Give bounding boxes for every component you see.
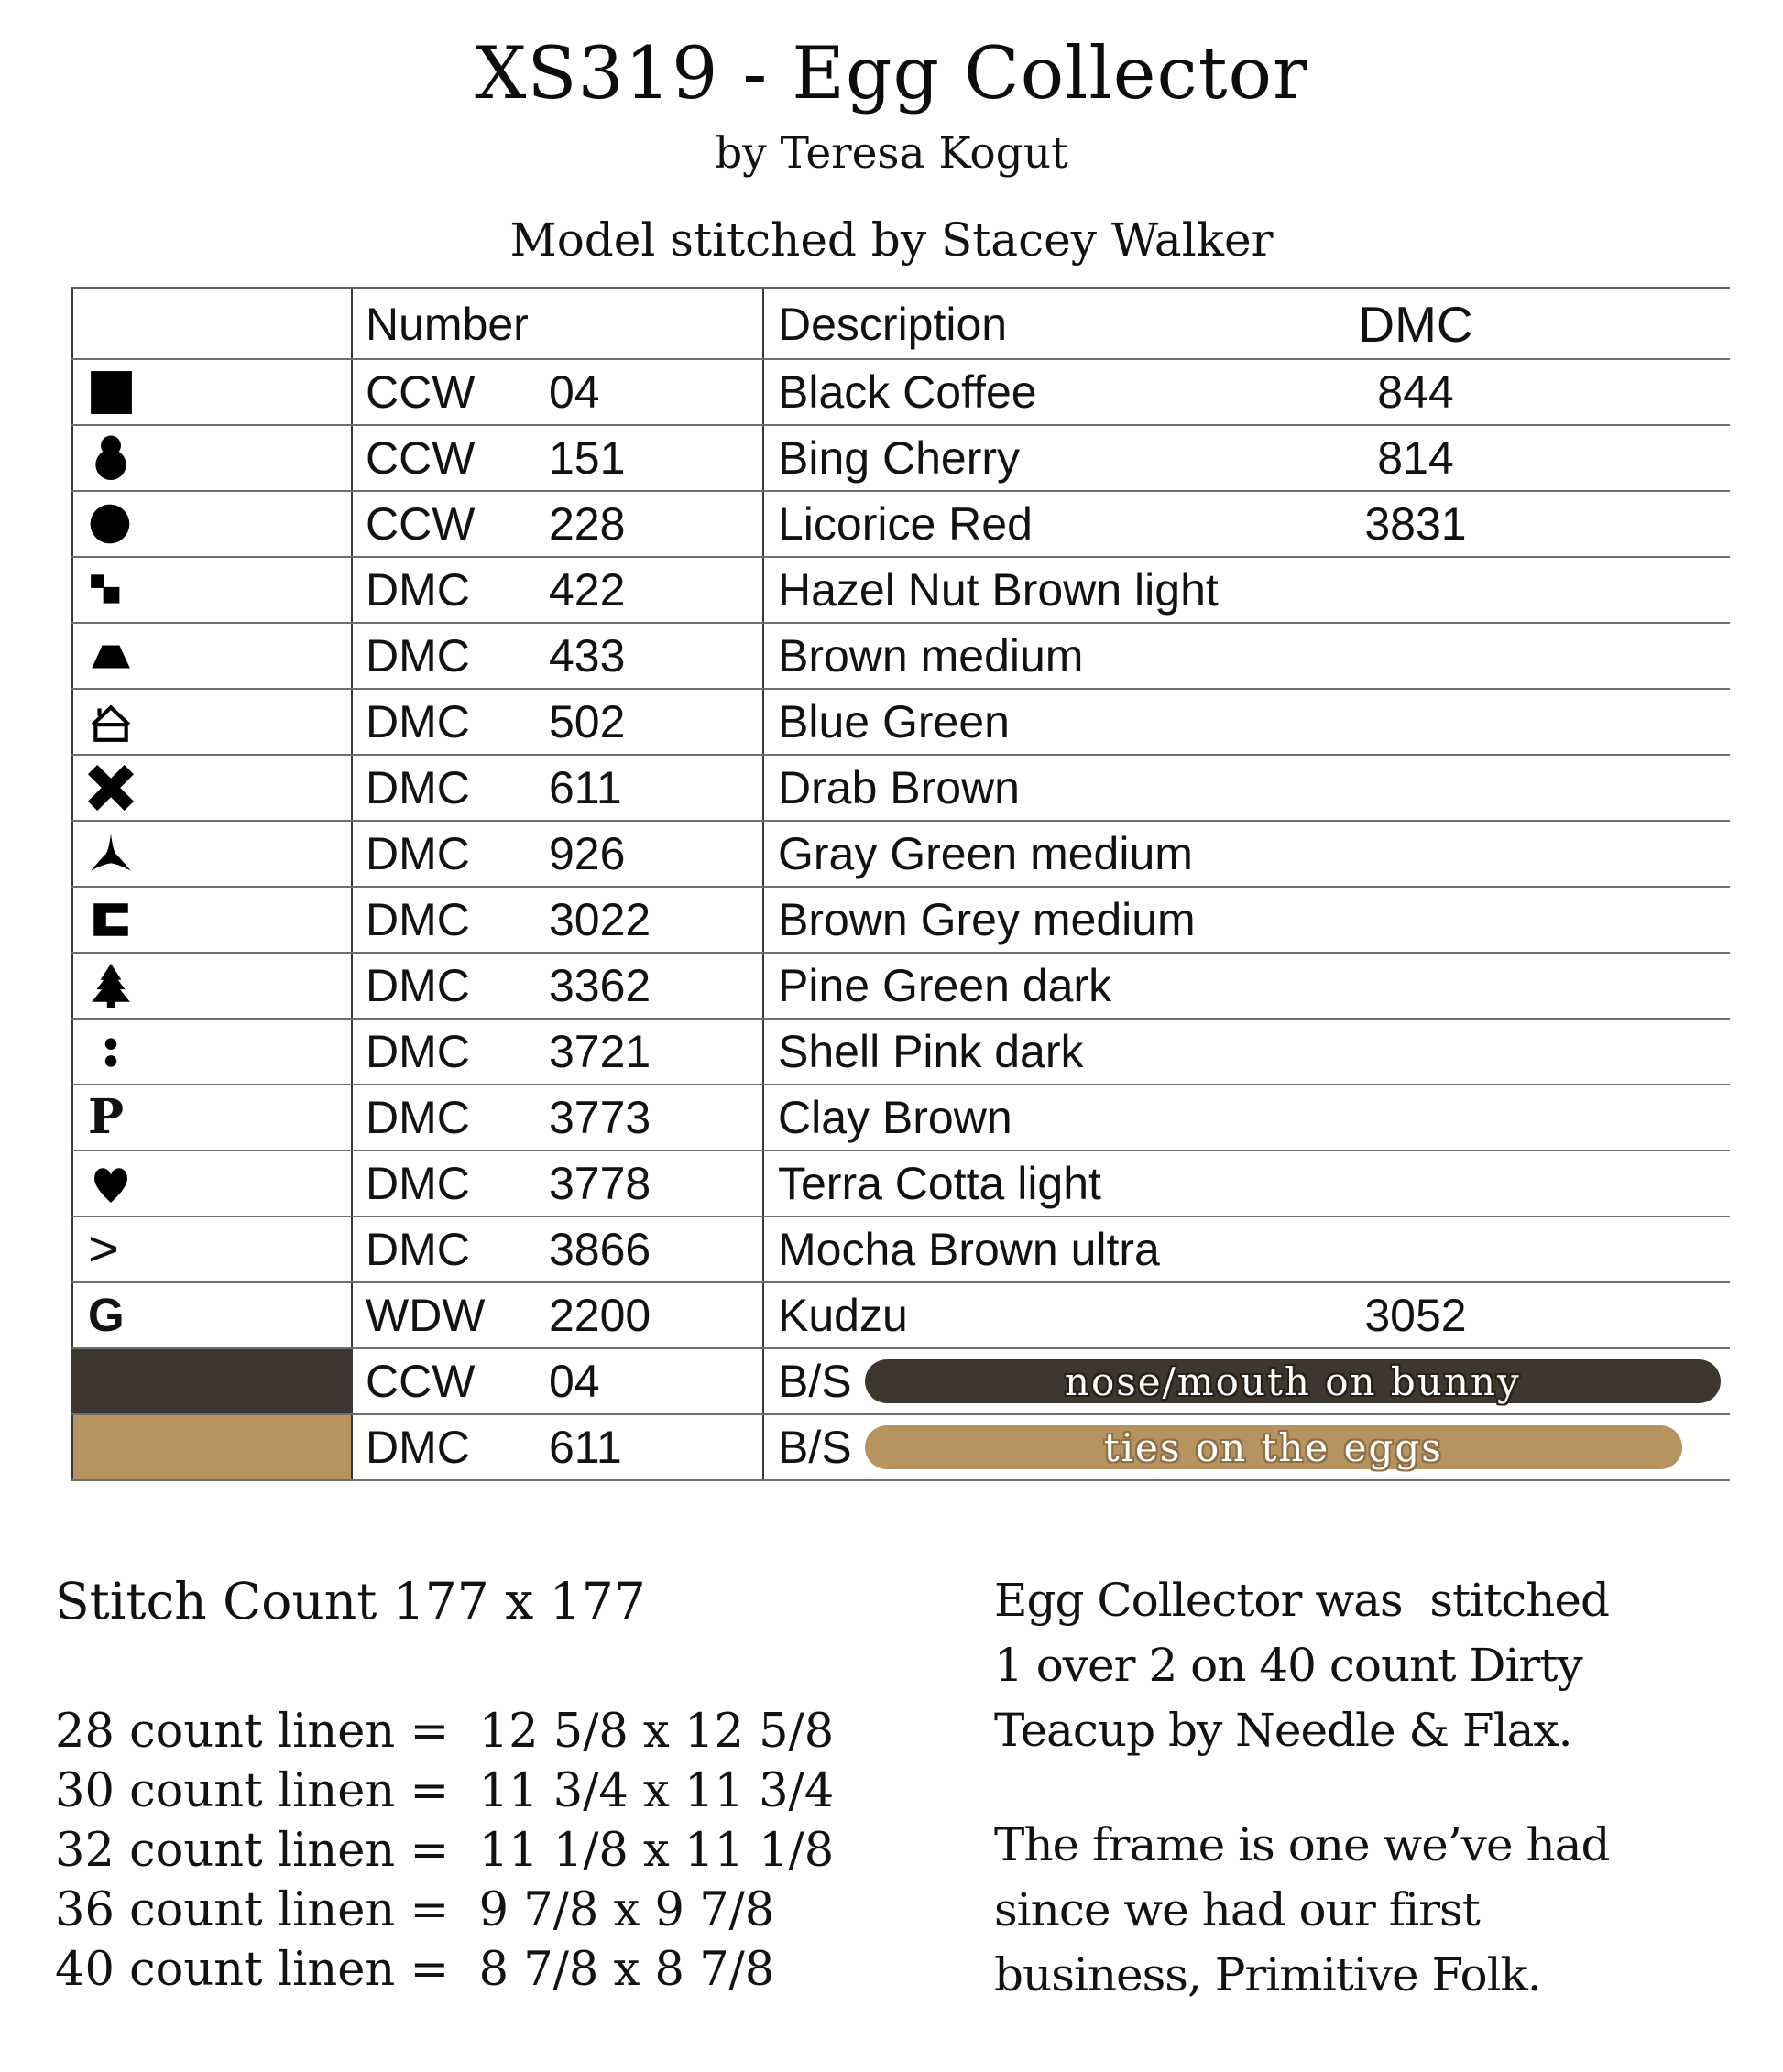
thread-description: Kudzu [778,1290,908,1341]
thread-number: 04 [549,1356,600,1407]
thread-description: Hazel Nut Brown light [778,564,1219,616]
thread-number: 151 [549,432,626,484]
table-row [71,888,1730,954]
diagonal-squares-icon [88,567,134,613]
symbol-column-header [71,289,353,358]
note-line: since we had our first [994,1883,1480,1936]
brand-code: DMC [366,564,470,616]
note-line: business, Primitive Folk. [994,1948,1541,2001]
thread-number: 611 [549,762,622,813]
model-stitcher-line: Model stitched by Stacey Walker [509,213,1274,267]
thread-number: 3778 [549,1158,651,1209]
stitching-notes-block [994,1568,1773,2008]
thread-description: Blue Green [778,696,1010,747]
letter-p-icon: P [88,1089,125,1145]
brand-code: CCW [366,1356,476,1407]
backstitch-label: B/S [778,1356,852,1407]
table-row [71,1151,1730,1217]
dark-brown-swatch [71,1349,353,1413]
thread-description: Clay Brown [778,1092,1012,1143]
thread-number: 3022 [549,894,651,945]
paragraph-gap [994,1763,1773,1813]
thread-number: 3773 [549,1092,651,1143]
tri-star-icon [88,831,134,877]
thread-description: Terra Cotta light [778,1158,1101,1209]
linen-count-line: 30 count linen = 11 3/4 x 11 3/4 [55,1764,835,1818]
filled-circle-icon [88,501,134,547]
thread-number: 3362 [549,960,651,1011]
brand-code: CCW [366,432,476,484]
trapezoid-icon [88,633,134,679]
greater-than-icon: > [88,1221,119,1277]
number-column-header: Number [353,289,764,358]
brand-code: CCW [366,366,476,418]
thread-number: 502 [549,696,626,747]
note-line: The frame is one we’ve had [994,1818,1610,1871]
backstitch-note-bar-tan: ties on the eggs [865,1425,1682,1469]
heavy-x-icon [88,765,134,811]
brand-code: DMC [366,894,470,945]
pine-tree-icon [88,963,134,1009]
table-row [71,1085,1730,1151]
brand-code: CCW [366,498,476,550]
note-line: Teacup by Needle & Flax. [994,1704,1572,1757]
thread-description: Shell Pink dark [778,1026,1084,1077]
table-row [71,690,1730,756]
thread-description: Black Coffee [778,366,1037,418]
brand-code: DMC [366,696,470,747]
thread-description: Mocha Brown ultra [778,1224,1160,1275]
dmc-equivalent: 814 [1377,432,1454,484]
brand-code: DMC [366,1026,470,1077]
brand-code: DMC [366,828,470,879]
note-line: 1 over 2 on 40 count Dirty [994,1639,1582,1692]
note-line: Egg Collector was stitched [994,1574,1610,1627]
linen-count-line: 40 count linen = 8 7/8 x 8 7/8 [55,1943,775,1997]
brand-code: DMC [366,1422,470,1473]
description-column-header: Description [778,298,1008,350]
thread-number: 433 [549,630,626,682]
table-row-backstitch [71,1415,1730,1481]
snowman-icon [88,435,134,481]
table-row [71,558,1730,624]
thread-number: 422 [549,564,626,616]
table-row [71,954,1730,1020]
table-row [71,1020,1730,1085]
thread-description: Pine Green dark [778,960,1112,1011]
backstitch-note-bar-dark: nose/mouth on bunny [865,1359,1721,1403]
table-row [71,624,1730,690]
backstitch-label: B/S [778,1422,852,1473]
table-row-backstitch [71,1349,1730,1415]
thread-description: Brown Grey medium [778,894,1196,945]
dmc-column-header: DMC [1358,295,1473,353]
thread-number: 228 [549,498,626,550]
thread-description: Brown medium [778,630,1084,682]
brand-code: DMC [366,762,470,813]
thread-number: 3721 [549,1026,651,1077]
table-row [71,756,1730,822]
linen-count-line: 32 count linen = 11 1/8 x 11 1/8 [55,1824,835,1878]
dmc-equivalent: 3831 [1364,498,1467,550]
thread-number: 3866 [549,1224,651,1275]
thread-number: 926 [549,828,626,879]
thread-description: Drab Brown [778,762,1020,813]
tan-swatch [71,1415,353,1479]
page-title: XS319 - Egg Collector [475,31,1308,115]
thread-number: 2200 [549,1290,651,1341]
table-row [71,360,1730,426]
thread-description: Gray Green medium [778,828,1193,879]
dmc-equivalent: 3052 [1364,1290,1467,1341]
letter-g-icon: G [88,1289,125,1341]
linen-count-list [55,1702,834,2000]
brand-code: DMC [366,1224,470,1275]
thread-key-table [71,287,1730,1481]
thread-number: 04 [549,366,600,418]
fabric-size-block [55,1572,834,2000]
brand-code: DMC [366,1092,470,1143]
brand-code: DMC [366,630,470,682]
dmc-equivalent: 844 [1377,366,1454,418]
linen-count-line: 28 count linen = 12 5/8 x 12 5/8 [55,1705,835,1759]
table-row [71,1217,1730,1283]
thick-c-icon [88,897,134,943]
table-row [71,822,1730,888]
thread-description: Licorice Red [778,498,1033,550]
table-header-row [71,289,1730,360]
brand-code: DMC [366,960,470,1011]
table-row [71,1283,1730,1349]
filled-heart-icon [88,1161,134,1206]
stitch-count: Stitch Count 177 x 177 [55,1572,646,1630]
house-outline-icon [88,699,134,745]
table-row [71,492,1730,558]
thread-description: Bing Cherry [778,432,1020,484]
brand-code: DMC [366,1158,470,1209]
brand-code: WDW [366,1290,486,1341]
thread-number: 611 [549,1422,622,1473]
bold-colon-icon [88,1029,134,1074]
filled-square-icon [88,369,134,415]
document-header [0,31,1783,267]
table-row [71,426,1730,492]
linen-count-line: 36 count linen = 9 7/8 x 9 7/8 [55,1883,775,1937]
author-byline: by Teresa Kogut [715,128,1068,179]
